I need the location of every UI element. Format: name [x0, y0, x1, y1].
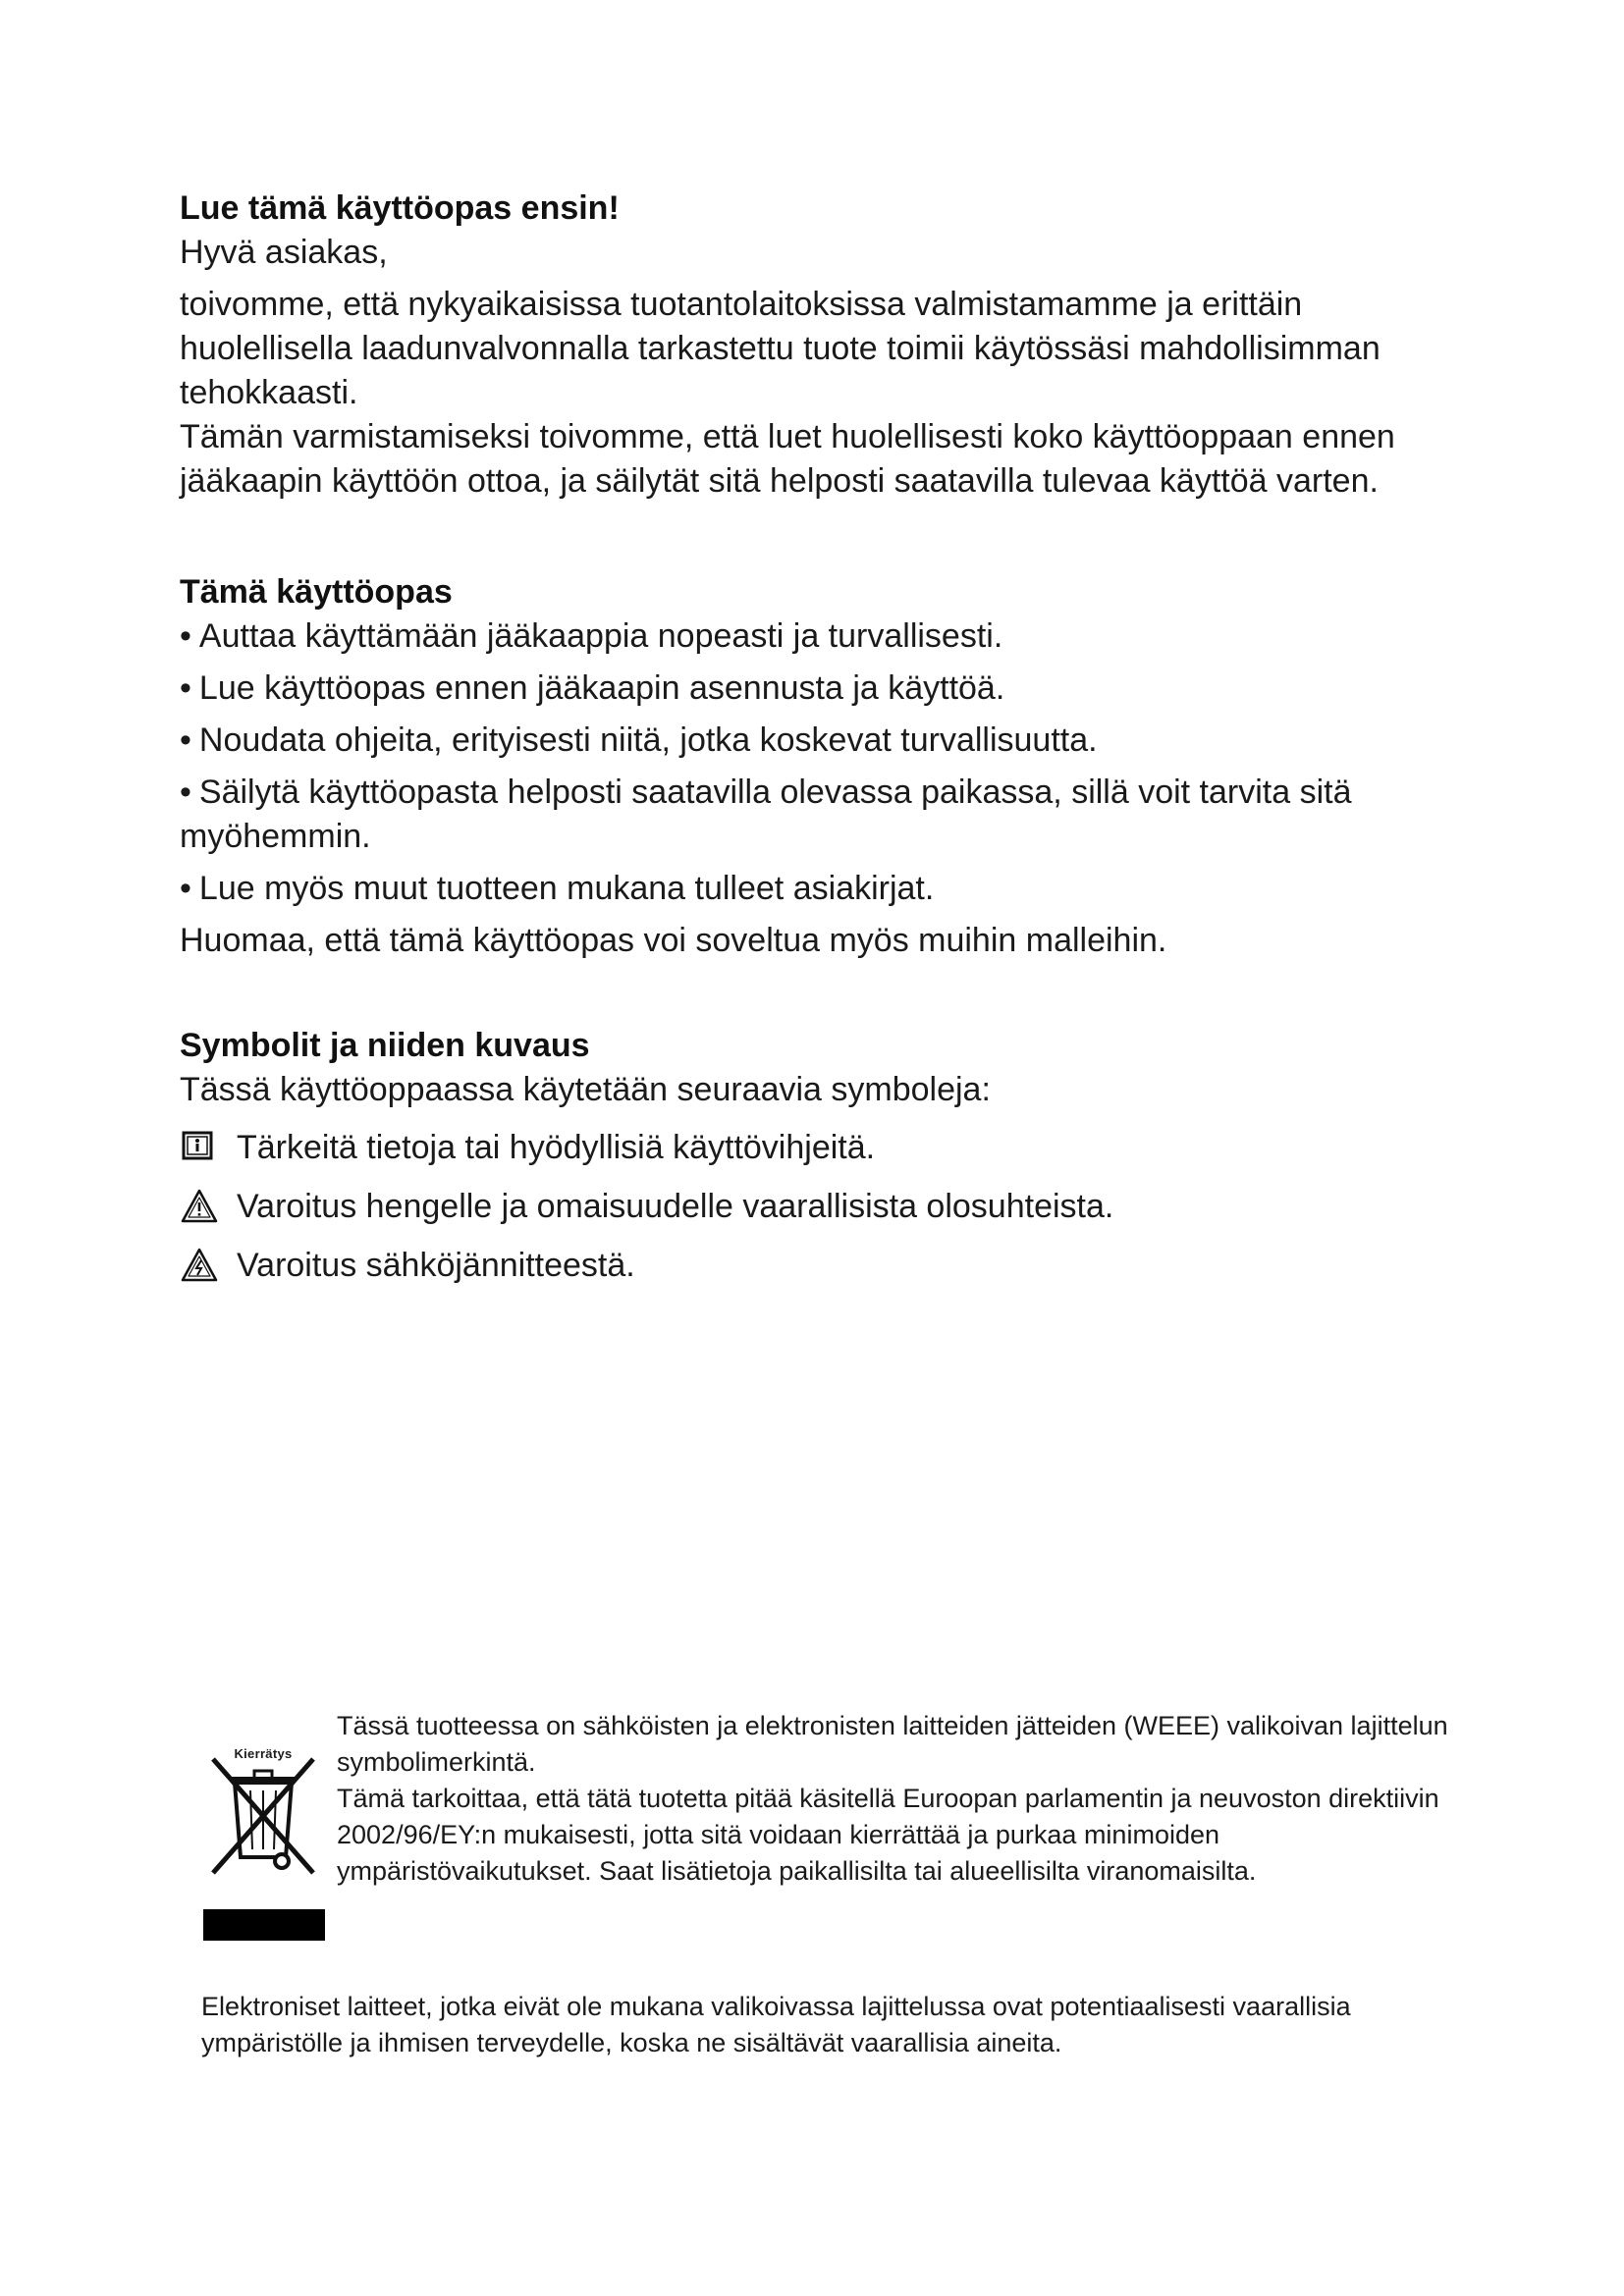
list-item: • Auttaa käyttämään jääkaappia nopeasti ja turvallisesti.	[180, 617, 1003, 655]
weee-line-2: Tämä tarkoittaa, että tätä tuotetta pitää käsitellä Euroopan parlamentin ja neuvoston direktiivin 2002/96/EY:n mukaisesti, jotta sitä voidaan kierrättää ja purkaa minimoiden ympäristövaikutukset. Saat lisätietoja paikallisilta tai alueellisilta viranomaisilta.	[337, 1784, 1439, 1886]
bullet-icon: •	[180, 617, 191, 655]
symbol-row-electric	[180, 1242, 1456, 1289]
intro-title: Lue tämä käyttöopas ensin!	[180, 189, 620, 227]
symbol-text-electric: Varoitus sähköjännitteestä.	[237, 1246, 635, 1284]
manual-bullet-list	[180, 614, 1456, 911]
bullet-icon: •	[180, 669, 191, 707]
manual-note: Huomaa, että tämä käyttöopas voi soveltua myös muihin malleihin.	[180, 922, 1167, 959]
symbols-title: Symbolit ja niiden kuvaus	[180, 1027, 590, 1064]
symbol-row-info	[180, 1124, 1456, 1171]
symbols-section	[180, 1024, 1456, 1289]
info-icon	[180, 1128, 219, 1167]
intro-section	[180, 187, 1456, 504]
symbol-row-warning	[180, 1183, 1456, 1230]
weee-line-1: Tässä tuotteessa on sähköisten ja elektronisten laitteiden jätteiden (WEEE) valikoivan lajittelun symbolimerkintä.	[337, 1711, 1448, 1777]
symbol-text-info: Tärkeitä tietoja tai hyödyllisiä käyttövihjeitä.	[237, 1128, 876, 1166]
greeting: Hyvä asiakas,	[180, 234, 388, 271]
main-content	[180, 187, 1456, 1289]
bullet-icon: •	[180, 774, 191, 811]
list-item: • Noudata ohjeita, erityisesti niitä, jotka koskevat turvallisuutta.	[180, 721, 1098, 759]
list-item: • Säilytä käyttöopasta helposti saatavilla olevassa paikassa, sillä voit tarvita sitä myöhemmin.	[180, 774, 1352, 855]
manual-section	[180, 570, 1456, 963]
list-item: • Lue myös muut tuotteen mukana tulleet asiakirjat.	[180, 870, 935, 907]
weee-footer: Elektroniset laitteet, jotka eivät ole mukana valikoivassa lajittelussa ovat potentiaalisesti vaarallisia ympäristölle ja ihmisen terveydelle, koska ne sisältävät vaarallisia aineita.	[201, 1992, 1351, 2057]
weee-logo-bar	[203, 1909, 325, 1941]
weee-text	[337, 1708, 1476, 1890]
warning-icon	[180, 1187, 219, 1226]
bullet-icon: •	[180, 870, 191, 907]
symbols-intro: Tässä käyttöoppaassa käytetään seuraavia symboleja:	[180, 1071, 991, 1108]
bullet-icon: •	[180, 721, 191, 759]
electric-warning-icon	[180, 1246, 219, 1285]
crossed-out-bin-icon	[207, 1751, 319, 1881]
list-item: • Lue käyttöopas ennen jääkaapin asennusta ja käyttöä.	[180, 669, 1005, 707]
intro-paragraph-1: toivomme, että nykyaikaisissa tuotantolaitoksissa valmistamamme ja erittäin huolellisella laadunvalvonnalla tarkastettu tuote toimii käytössäsi mahdollisimman tehokkaasti.	[180, 286, 1380, 411]
weee-logo-label: Kierrätys	[234, 1746, 293, 1761]
intro-paragraph-2: Tämän varmistamiseksi toivomme, että luet huolellisesti koko käyttöoppaan ennen jääkaapin käyttöön ottoa, ja säilytät sitä helposti saatavilla tulevaa käyttöä varten.	[180, 418, 1395, 500]
symbol-text-warning: Varoitus hengelle ja omaisuudelle vaarallisista olosuhteista.	[237, 1187, 1114, 1225]
manual-title: Tämä käyttöopas	[180, 573, 453, 611]
